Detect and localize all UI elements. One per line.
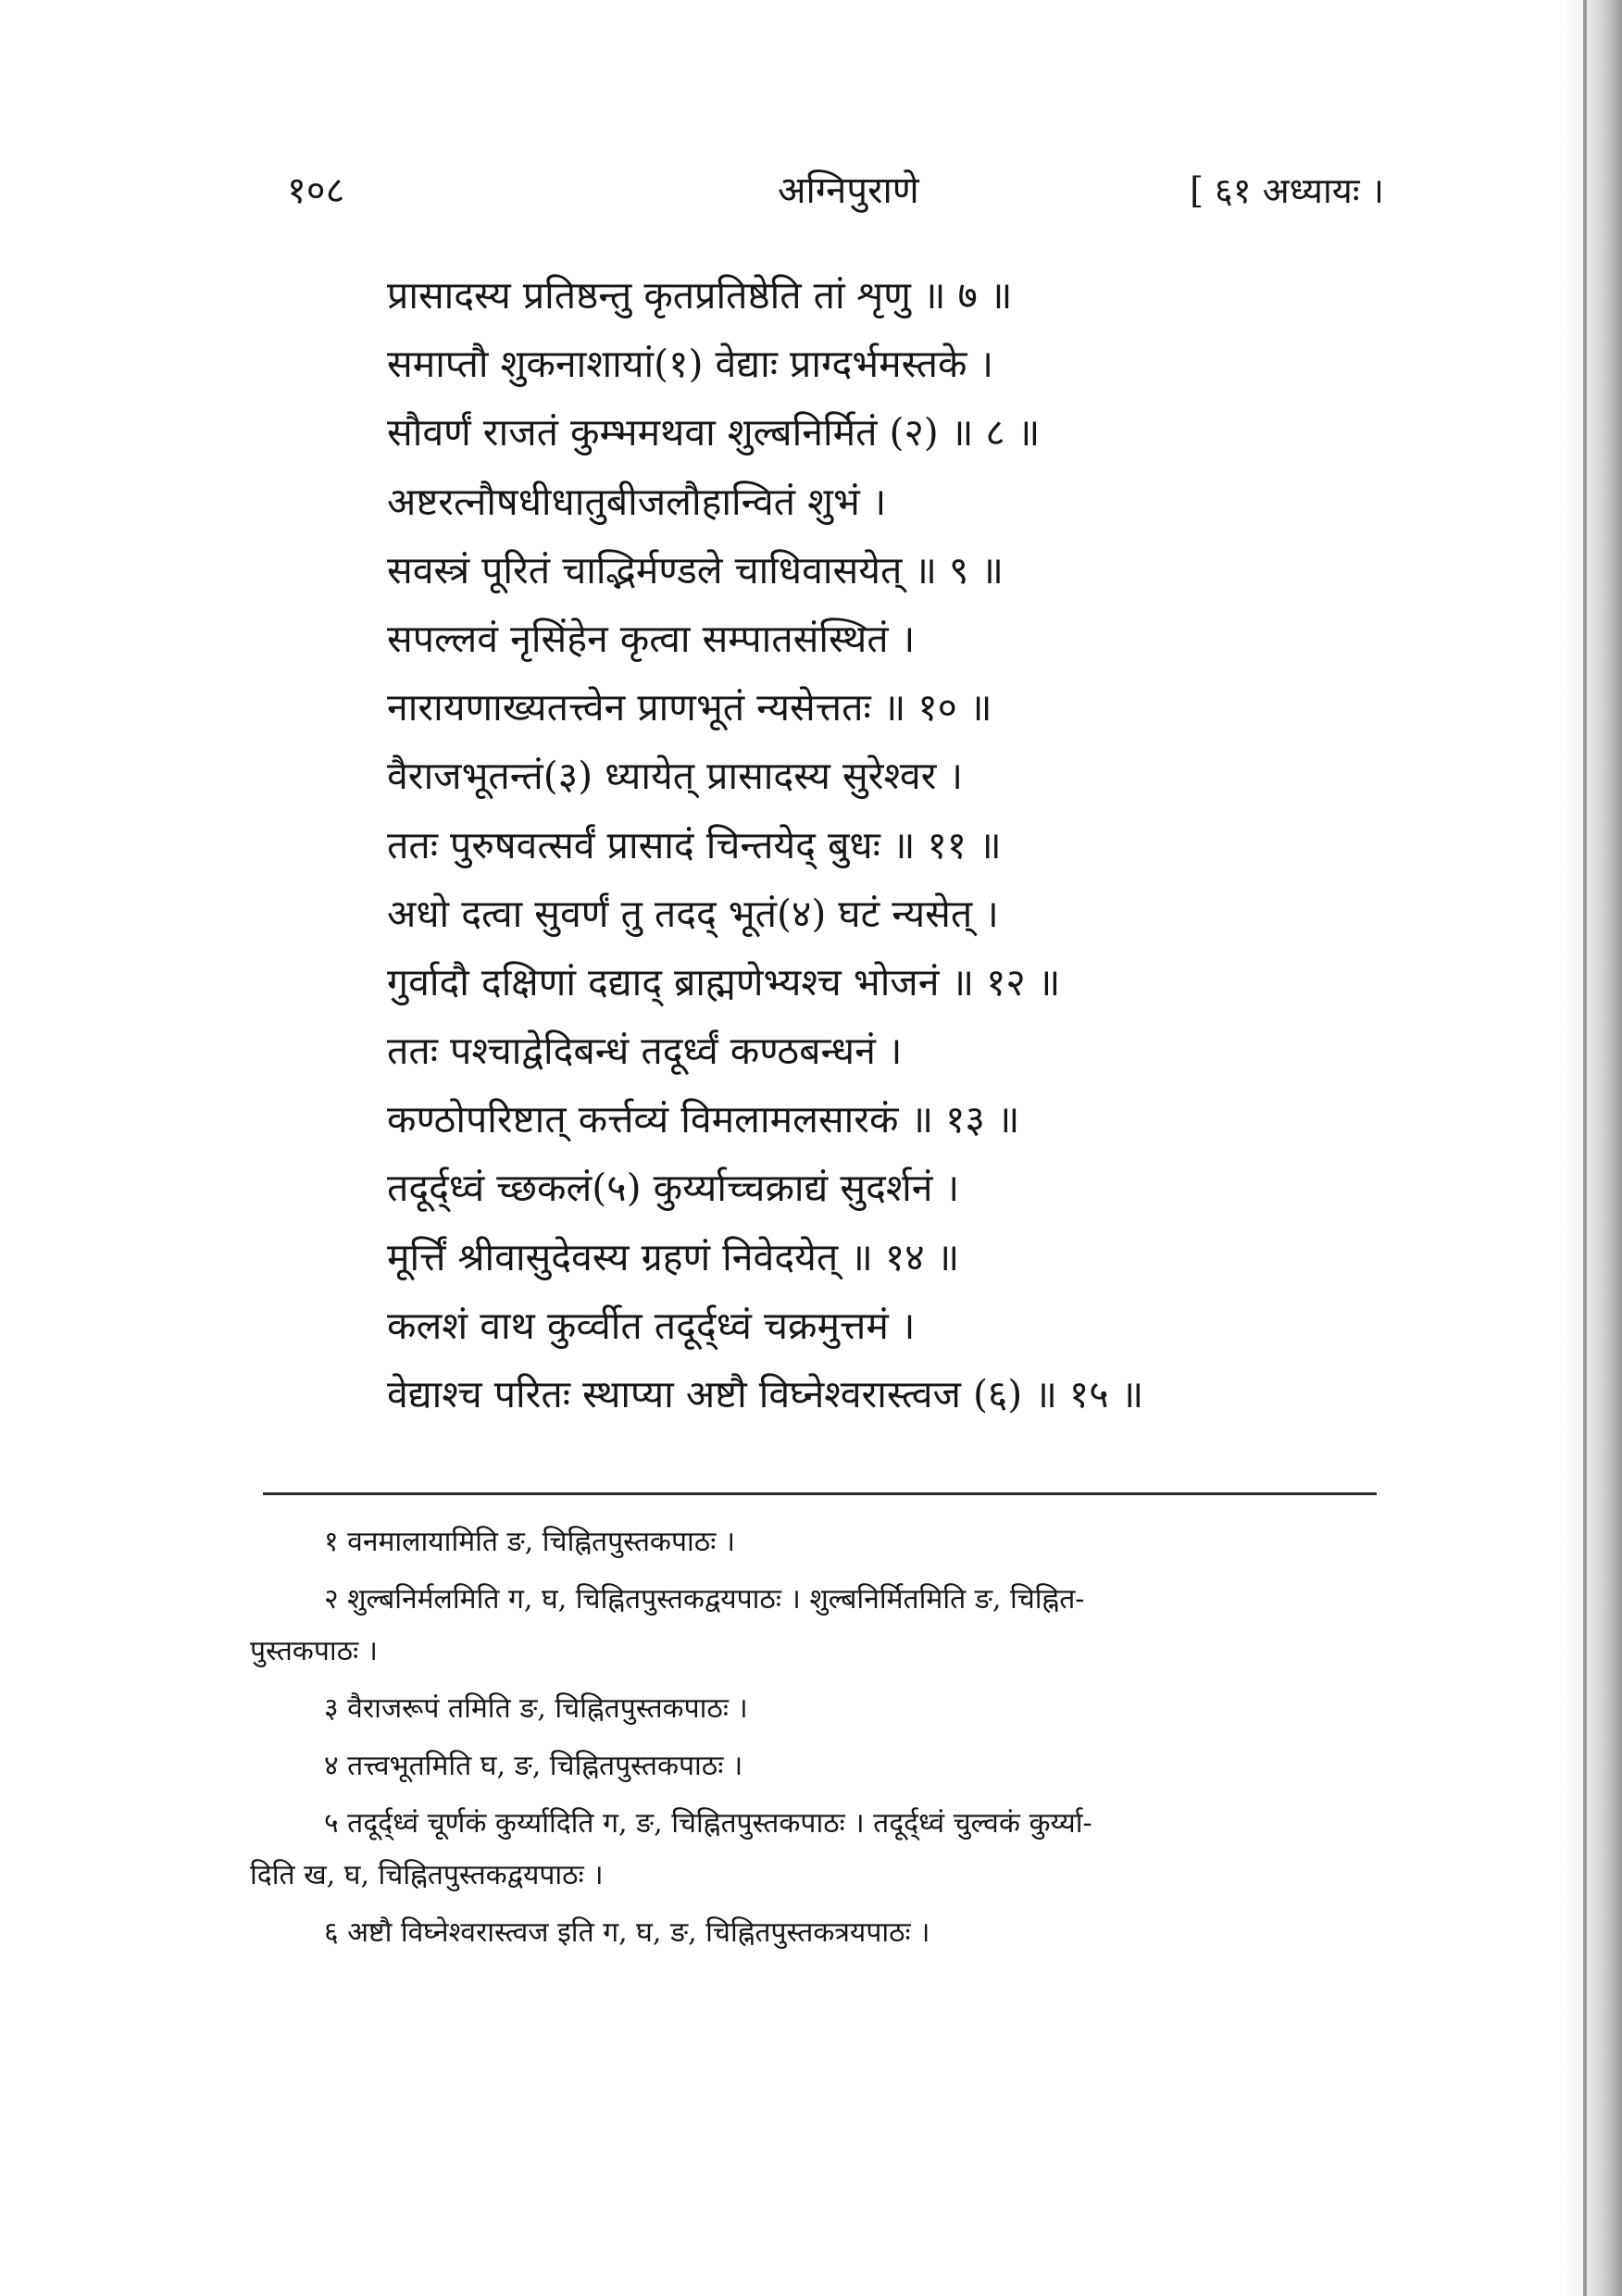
verse-line: वेद्याश्च परितः स्थाप्या अष्टौ विघ्नेश्वरास्त्वज (६) ॥ १५ ॥: [387, 1372, 1144, 1416]
verse-line: अधो दत्वा सुवर्णं तु तदद् भूतं(४) घटं न्यसेत् ।: [387, 891, 999, 936]
footnote-text: १ वनमालायामिति ङ, चिह्नितपुस्तकपाठः ।: [324, 1526, 736, 1558]
verse-line: गुर्वादौ दक्षिणां दद्याद् ब्राह्मणेभ्यश्च भोजनं ॥ १२ ॥: [387, 959, 1061, 1004]
verse-line: प्रासादस्य प्रतिष्ठन्तु कृतप्रतिष्ठेति तां शृणु ॥ ७ ॥: [387, 273, 1013, 318]
footnote-divider: [263, 1492, 1377, 1495]
footnote-3: [324, 1683, 1379, 1735]
chapter-reference: [ ६१ अध्यायः ।: [1190, 170, 1384, 211]
page-edge-shadow: [1565, 0, 1622, 2296]
footnote-5: [250, 1798, 1379, 1902]
verse-line: सौवर्णं राजतं कुम्भमथवा शुल्बनिर्मितं (२) ॥ ८ ॥: [387, 410, 1041, 455]
footnote-4: [324, 1741, 1379, 1792]
verse-line: वैराजभूतन्तं(३) ध्यायेत् प्रासादस्य सुरेश्वर ।: [387, 754, 963, 799]
footnotes-block: [250, 1516, 1379, 1965]
footnote-1: [324, 1516, 1379, 1568]
footnote-6: [324, 1907, 1379, 1959]
footnote-text: ४ तत्त्वभूतमिति घ, ङ, चिह्नितपुस्तकपाठः ।: [324, 1750, 743, 1782]
page-edge-line: [1583, 0, 1587, 2296]
verse-block: [387, 261, 1313, 1429]
footnote-text: ५ तदूर्द्ध्वं चूर्णकं कुर्य्यादिति ग, ङ, चिह्नितपुस्तकपाठः । तदूर्द्ध्वं चुल्वकं कुर्य्या-: [324, 1807, 1092, 1840]
verse-line: सवस्त्रं पूरितं चाद्भिर्मण्डले चाधिवासयेत् ॥ ९ ॥: [387, 547, 1004, 593]
verse-line: सपल्लवं नृसिंहेन कृत्वा सम्पातसंस्थितं ।: [387, 616, 916, 661]
page-header: [287, 163, 1384, 218]
footnote-text: २ शुल्बनिर्मलमिति ग, घ, चिह्नितपुस्तकद्वयपाठः । शुल्बनिर्मितमिति ङ, चिह्नित-: [324, 1583, 1085, 1616]
footnote-2: [250, 1574, 1379, 1678]
footnote-continuation: दिति ख, घ, चिह्नितपुस्तकद्वयपाठः ।: [250, 1859, 604, 1891]
footnote-text: ३ वैराजरूपं तमिति ङ, चिह्नितपुस्तकपाठः ।: [324, 1692, 748, 1725]
verse-line: कण्ठोपरिष्टात् कर्त्तव्यं विमलामलसारकं ॥ १३ ॥: [387, 1097, 1020, 1142]
footnote-text: ६ अष्टौ विघ्नेश्वरास्त्वज इति ग, घ, ङ, चिह्नितपुस्तकत्रयपाठः ।: [324, 1916, 930, 1949]
verse-line: नारायणाख्यतत्त्वेन प्राणभूतं न्यसेत्ततः ॥ १० ॥: [387, 685, 992, 730]
footnote-continuation: पुस्तकपाठः ।: [250, 1635, 379, 1667]
verse-line: ततः पुरुषवत्सर्वं प्रासादं चिन्तयेद् बुधः ॥ ११ ॥: [387, 822, 1002, 867]
verse-line: समाप्तौ शुकनाशायां(१) वेद्याः प्राग्दर्भमस्तके ।: [387, 342, 994, 387]
verse-line: अष्टरत्नौषधीधातुबीजलौहान्वितं शुभं ।: [387, 479, 887, 524]
verse-line: मूर्त्तिं श्रीवासुदेवस्य ग्रहणं निवेदयेत् ॥ १४ ॥: [387, 1234, 960, 1279]
verse-line: तदूर्द्ध्वं च्छकलं(५) कुर्य्याच्चक्राद्यं सुदर्शनं ।: [387, 1166, 960, 1211]
verse-line: ततः पश्चाद्वेदिबन्धं तदूर्ध्वं कण्ठबन्धनं ।: [387, 1029, 903, 1074]
running-title: अग्निपुराणे: [778, 169, 919, 212]
verse-line: कलशं वाथ कुर्व्वीत तदूर्द्ध्वं चक्रमुत्तमं ।: [387, 1303, 916, 1348]
page-number: १०८: [287, 169, 345, 212]
